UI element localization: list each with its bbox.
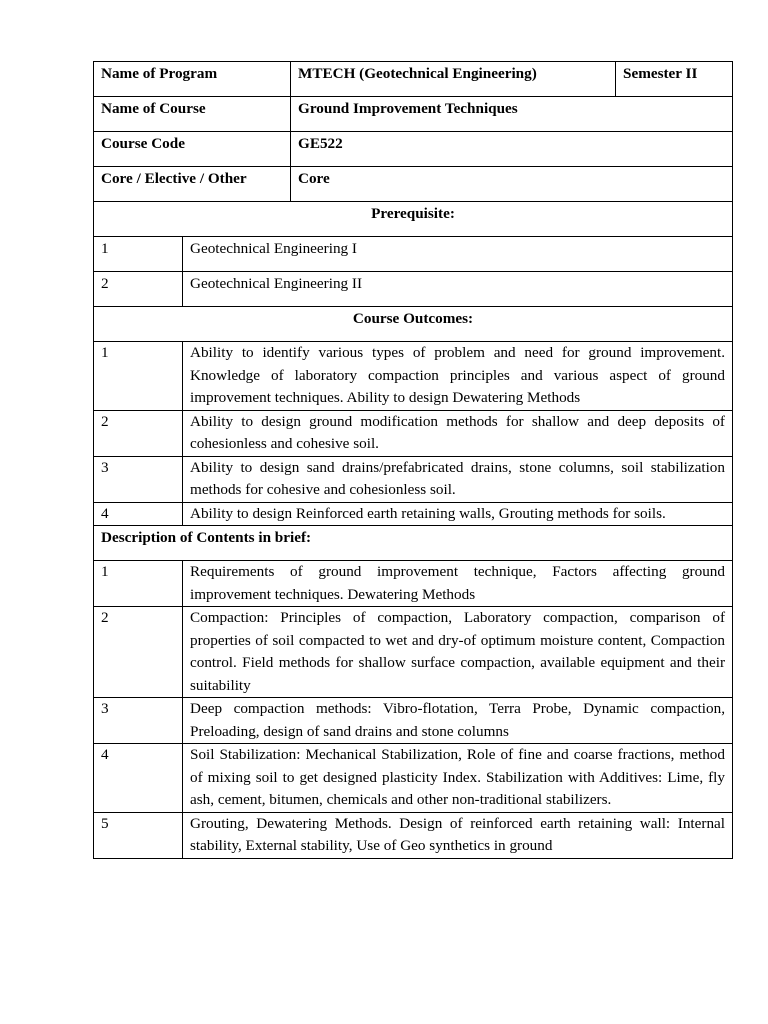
outcome-row [94,410,733,456]
prerequisite-text: Geotechnical Engineering II [183,272,733,307]
content-text: Compaction: Principles of compaction, Laboratory compaction, comparison of properties of soil compacted to wet and dry-of optimum moisture content, Compaction control. Field methods for shallow surface compaction, available equipment and their suitability [183,607,733,698]
prerequisite-text: Geotechnical Engineering I [183,237,733,272]
outcome-num: 4 [94,502,183,526]
course-name-row [94,97,733,132]
outcome-text: Ability to design ground modification methods for shallow and deep deposits of cohesionless and cohesive soil. [183,410,733,456]
content-num: 2 [94,607,183,698]
type-label: Core / Elective / Other [94,167,291,202]
prerequisite-row [94,237,733,272]
prerequisite-num: 1 [94,237,183,272]
contents-heading-row [94,526,733,561]
content-row [94,812,733,858]
outcome-num: 1 [94,342,183,411]
outcome-row [94,456,733,502]
course-value: Ground Improvement Techniques [291,97,733,132]
outcomes-heading-row [94,307,733,342]
content-row [94,698,733,744]
contents-heading: Description of Contents in brief: [94,526,733,561]
content-text: Grouting, Dewatering Methods. Design of reinforced earth retaining wall: Internal stability, External stability, Use of Geo synthetics in ground [183,812,733,858]
course-code-row [94,132,733,167]
outcome-num: 3 [94,456,183,502]
course-type-row [94,167,733,202]
outcome-text: Ability to design Reinforced earth retaining walls, Grouting methods for soils. [183,502,733,526]
program-label: Name of Program [94,62,291,97]
outcome-row [94,502,733,526]
content-row [94,561,733,607]
code-value: GE522 [291,132,733,167]
content-text: Soil Stabilization: Mechanical Stabilization, Role of fine and coarse fractions, method of mixing soil to get designed plasticity Index. Stabilization with Additives: Lime, fly ash, cement, bitumen, chemicals and other non-traditional stabilizers. [183,744,733,813]
outcomes-heading: Course Outcomes: [94,307,733,342]
content-num: 3 [94,698,183,744]
program-value: MTECH (Geotechnical Engineering) [291,62,616,97]
prerequisite-heading: Prerequisite: [94,202,733,237]
course-table [93,61,733,859]
content-text: Deep compaction methods: Vibro-flotation, Terra Probe, Dynamic compaction, Preloading, design of sand drains and stone columns [183,698,733,744]
outcome-text: Ability to design sand drains/prefabricated drains, stone columns, soil stabilization methods for cohesive and cohesionless soil. [183,456,733,502]
content-num: 4 [94,744,183,813]
prerequisite-heading-row [94,202,733,237]
content-text: Requirements of ground improvement technique, Factors affecting ground improvement techniques. Dewatering Methods [183,561,733,607]
prerequisite-num: 2 [94,272,183,307]
semester-value: Semester II [616,62,733,97]
prerequisite-row [94,272,733,307]
course-document [93,61,732,859]
course-label: Name of Course [94,97,291,132]
content-num: 5 [94,812,183,858]
content-row [94,744,733,813]
outcome-text: Ability to identify various types of problem and need for ground improvement. Knowledge of laboratory compaction principles and various aspect of ground improvement techniques. Ability to design Dewatering Methods [183,342,733,411]
content-num: 1 [94,561,183,607]
outcome-num: 2 [94,410,183,456]
code-label: Course Code [94,132,291,167]
content-row [94,607,733,698]
program-row [94,62,733,97]
outcome-row [94,342,733,411]
type-value: Core [291,167,733,202]
